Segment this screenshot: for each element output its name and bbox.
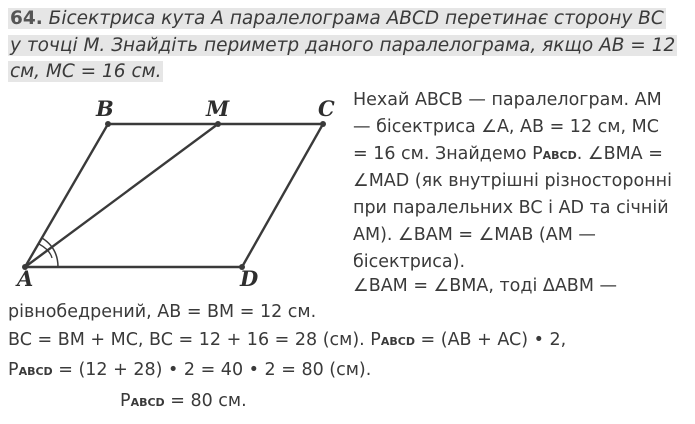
point-m bbox=[215, 121, 221, 127]
solution-line-1: Нехай ABCB — паралелограм. AM bbox=[353, 90, 662, 110]
solution-line-10: BC = BM + MC, BC = 12 + 16 = 28 (см). PABCD = (AB + AC) • 2, bbox=[8, 330, 567, 350]
solution-line-7: бісектриса). bbox=[353, 252, 466, 272]
solution-line-4: ∠MAD (як внутрішні різносторонні bbox=[353, 171, 672, 191]
vertex-b bbox=[105, 121, 111, 127]
label-d: D bbox=[240, 266, 259, 288]
label-m: M bbox=[206, 96, 230, 121]
problem-number: 64. bbox=[10, 8, 43, 29]
perimeter-subscript: ABCD bbox=[380, 335, 415, 348]
side-ab bbox=[25, 124, 108, 267]
label-b: B bbox=[96, 96, 114, 121]
solution-line-5: при паралельних BC і AD та січній bbox=[353, 198, 669, 218]
label-a: A bbox=[17, 266, 34, 288]
perimeter-subscript: ABCD bbox=[18, 365, 53, 378]
solution-line-8: ∠BAM = ∠BMA, тоді ΔABM — bbox=[353, 276, 617, 296]
bisector-am bbox=[25, 124, 218, 267]
solution-line-9: рівнобедрений, AB = BM = 12 см. bbox=[8, 302, 317, 322]
side-cd bbox=[242, 124, 323, 267]
problem-line-2: у точці M. Знайдіть периметр даного паралелограма, якщо AB = 12 bbox=[10, 34, 676, 56]
solution-answer: PABCD = 80 см. bbox=[120, 391, 247, 411]
solution-line-3: = 16 см. Знайдемо PABCD. ∠BMA = bbox=[353, 144, 663, 164]
solution-line-11: PABCD = (12 + 28) • 2 = 40 • 2 = 80 (см). bbox=[8, 360, 372, 380]
problem-statement bbox=[8, 6, 688, 86]
parallelogram-diagram bbox=[0, 88, 345, 288]
label-c: C bbox=[318, 96, 335, 121]
solution-line-2: — бісектриса ∠A, AB = 12 см, MC bbox=[353, 117, 659, 137]
problem-line-1 bbox=[8, 8, 666, 29]
perimeter-subscript: ABCD bbox=[542, 149, 577, 162]
solution-line-6: AM). ∠BAM = ∠MAB (AM — bbox=[353, 225, 596, 245]
problem-text-1: Бісектриса кута A паралелограма ABCD перетинає сторону BC bbox=[48, 8, 664, 29]
parallelogram-figure bbox=[0, 88, 345, 288]
problem-line-3: см, MC = 16 см. bbox=[10, 61, 162, 82]
vertex-c bbox=[320, 121, 326, 127]
perimeter-subscript: ABCD bbox=[130, 396, 165, 409]
